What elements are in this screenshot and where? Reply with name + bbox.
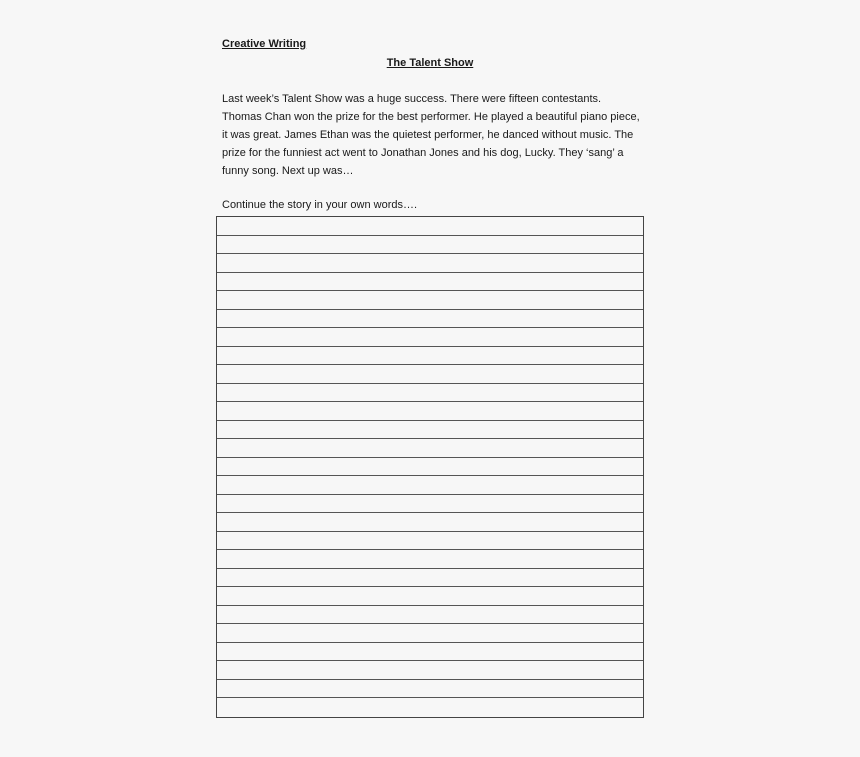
writing-line xyxy=(217,254,643,273)
writing-line xyxy=(217,476,643,495)
story-title: The Talent Show xyxy=(386,57,474,69)
writing-line xyxy=(217,587,643,606)
writing-line xyxy=(217,513,643,532)
writing-line xyxy=(217,532,643,551)
writing-line xyxy=(217,421,643,440)
writing-line xyxy=(217,661,643,680)
writing-line xyxy=(217,569,643,588)
writing-line xyxy=(217,236,643,255)
writing-line xyxy=(217,365,643,384)
writing-line xyxy=(217,680,643,699)
writing-line xyxy=(217,217,643,236)
worksheet-header: Creative Writing xyxy=(222,38,307,50)
writing-line xyxy=(217,606,643,625)
writing-line xyxy=(217,643,643,662)
writing-line xyxy=(217,458,643,477)
writing-line xyxy=(217,347,643,366)
writing-line xyxy=(217,550,643,569)
writing-line xyxy=(217,291,643,310)
writing-line xyxy=(217,439,643,458)
writing-line xyxy=(217,384,643,403)
writing-lines-box xyxy=(216,216,644,718)
writing-line xyxy=(217,624,643,643)
story-text: Last week’s Talent Show was a huge success. There were fifteen contestants. Thomas Chan won the prize for the best performer. He played a beautiful piano piece, it was great. James Ethan was the quietest performer, he danced without music. The prize for the funniest act went to Jonathan Jones and his dog, Lucky. They ‘sang’ a funny song. Next up was… xyxy=(222,93,640,177)
writing-prompt: Continue the story in your own words…. xyxy=(222,199,418,211)
writing-line xyxy=(217,402,643,421)
writing-line xyxy=(217,328,643,347)
writing-line xyxy=(217,698,643,717)
writing-line xyxy=(217,495,643,514)
writing-line xyxy=(217,273,643,292)
writing-line xyxy=(217,310,643,329)
